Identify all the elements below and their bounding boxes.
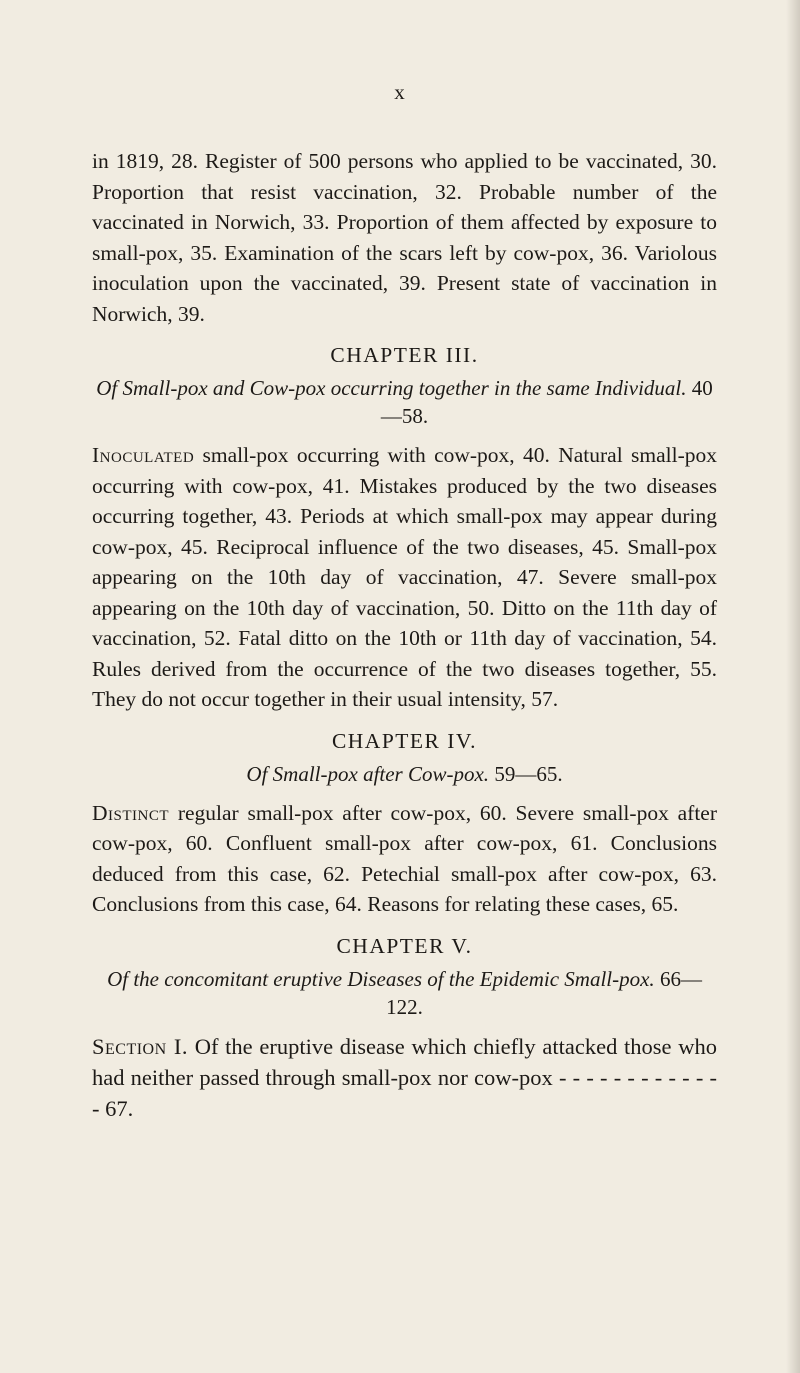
contents-text xyxy=(92,146,717,1124)
chapter-4-heading: CHAPTER IV. xyxy=(331,728,478,753)
chapter-4-summary xyxy=(92,798,717,920)
chapter-4-lead-word: Distinct xyxy=(92,800,170,825)
section-1-body: Of the eruptive disease which chiefly attacked those who had neither passed through small-pox nor cow-pox - - - - - - - - - - - - - 67. xyxy=(92,1033,717,1121)
chapter-3-summary xyxy=(92,440,717,715)
chapter-3-lead-word: Inoculated xyxy=(92,443,195,467)
chapter-3-body: small-pox occurring with cow-pox, 40. Natural small-pox occurring with cow-pox, 41. Mistakes produced by the two diseases occurring together, 43. Periods at which small-pox may appear during cow-pox, 45. Reciprocal influence of the two diseases, 45. Small-pox appearing on the 10th day of vaccination, 47. Severe small-pox appearing on the 10th day of vaccination, 50. Ditto on the 11th day of vaccination, 52. Fatal ditto on the 10th or 11th day of vaccination, 54. Rules derived from the occurrence of the two diseases together, 55. They do not occur together in their usual intensity, 57. xyxy=(92,443,718,711)
chapter-3-heading: CHAPTER III. xyxy=(330,343,479,367)
chapter-4-subtitle-text: Of Small-pox after Cow-pox. xyxy=(246,761,490,786)
chapter-4-subtitle-pages: 59—65. xyxy=(494,761,563,786)
opening-paragraph: in 1819, 28. Register of 500 persons who applied to be vaccinated, 30. Proportion that resist vaccination, 32. Probable number of the vaccinated in Norwich, 33. Proportion of them affected by exposure to small-pox, 35. Examination of the scars left by cow-pox, 36. Variolous inoculation upon the vaccinated, 39. Present state of vaccination in Norwich, 39. xyxy=(92,149,717,326)
chapter-5-section-1 xyxy=(92,1031,717,1124)
page-edge-shadow xyxy=(786,0,800,1373)
chapter-3-subtitle xyxy=(92,374,717,430)
chapter-4-subtitle xyxy=(92,760,717,788)
section-1-lead: Section I. xyxy=(92,1033,188,1059)
chapter-5-heading: CHAPTER V. xyxy=(336,933,473,958)
chapter-3-subtitle-text: Of Small-pox and Cow-pox occurring together in the same Individual. xyxy=(96,376,687,400)
chapter-5-subtitle-text: Of the concomitant eruptive Diseases of the Epidemic Small-pox. xyxy=(107,966,655,991)
chapter-5-subtitle-pages: 66—122. xyxy=(386,966,702,1019)
page-folio: x xyxy=(394,80,406,104)
chapter-3-subtitle-pages: 40—58. xyxy=(380,376,713,428)
chapter-4-body: regular small-pox after cow-pox, 60. Severe small-pox after cow-pox, 60. Confluent small-pox after cow-pox, 61. Conclusions deduced from this case, 62. Petechial small-pox after cow-pox, 63. Conclusions from this case, 64. Reasons for relating these cases, 65. xyxy=(92,800,717,916)
chapter-5-subtitle xyxy=(92,965,717,1021)
